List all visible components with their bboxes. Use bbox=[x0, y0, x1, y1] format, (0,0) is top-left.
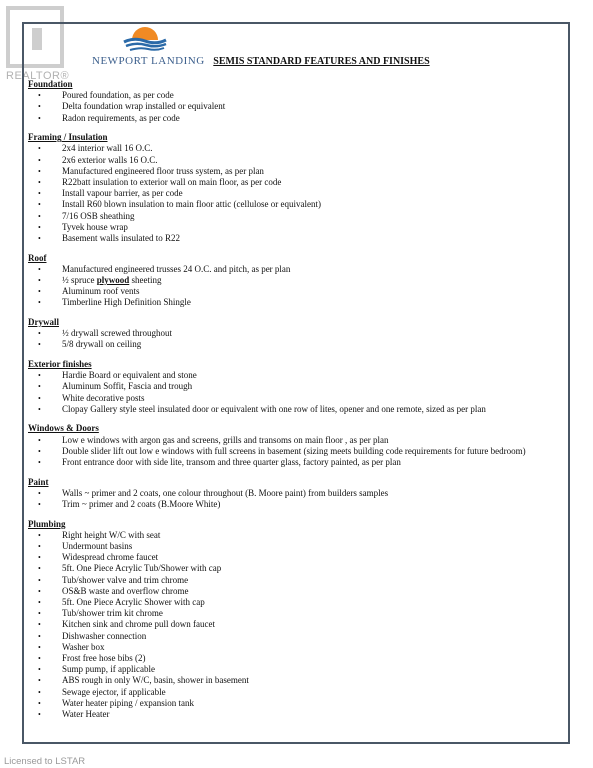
list-item: • Water heater piping / expansion tank bbox=[28, 698, 568, 709]
list-item: • 2x6 exterior walls 16 O.C. bbox=[28, 155, 568, 166]
section-items bbox=[28, 435, 568, 469]
section-title: Framing / Insulation bbox=[28, 132, 108, 143]
section-title: Drywall bbox=[28, 317, 59, 328]
section-title: Roof bbox=[28, 252, 47, 263]
section-title: Windows & Doors bbox=[28, 423, 99, 434]
list-item: • Water Heater bbox=[28, 709, 568, 720]
list-item: • Install vapour barrier, as per code bbox=[28, 188, 568, 199]
document-title: SEMIS STANDARD FEATURES AND FINISHES bbox=[213, 56, 430, 67]
list-item: • Radon requirements, as per code bbox=[28, 113, 568, 124]
list-item: • 5ft. One Piece Acrylic Shower with cap bbox=[28, 597, 568, 608]
list-item: • OS&B waste and overflow chrome bbox=[28, 586, 568, 597]
list-item: • 2x4 interior wall 16 O.C. bbox=[28, 143, 568, 154]
item-text: sheeting bbox=[129, 275, 162, 286]
section-items bbox=[28, 488, 568, 510]
section-title: Paint bbox=[28, 476, 49, 487]
section-title: Foundation bbox=[28, 79, 73, 89]
list-item: • Sump pump, if applicable bbox=[28, 664, 568, 675]
list-item: • Washer box bbox=[28, 642, 568, 653]
list-item: • White decorative posts bbox=[28, 393, 568, 404]
list-item: • Widespread chrome faucet bbox=[28, 552, 568, 563]
list-item: • Poured foundation, as per code bbox=[28, 90, 568, 101]
list-item: • Install R60 blown insulation to main floor attic (cellulose or equivalent) bbox=[28, 199, 568, 210]
section-framing-insulation bbox=[28, 132, 568, 244]
list-item: • Tyvek house wrap bbox=[28, 222, 568, 233]
section-title: Exterior finishes bbox=[28, 359, 92, 370]
section-plumbing bbox=[28, 519, 568, 721]
list-item: • Double slider lift out low e windows with full screens in basement (sizing meets building code requirements for future bedroom) bbox=[28, 446, 568, 457]
list-item: • 5/8 drywall on ceiling bbox=[28, 339, 568, 350]
section-items bbox=[28, 530, 568, 720]
list-item: • Frost free hose bibs (2) bbox=[28, 653, 568, 664]
list-item: • Hardie Board or equivalent and stone bbox=[28, 370, 568, 381]
list-item: • Basement walls insulated to R22 bbox=[28, 233, 568, 244]
item-keyword: plywood bbox=[96, 275, 130, 286]
list-item: • Aluminum roof vents bbox=[28, 286, 568, 297]
list-item: • Kitchen sink and chrome pull down faucet bbox=[28, 619, 568, 630]
section-items bbox=[28, 370, 568, 415]
section-title: Plumbing bbox=[28, 518, 66, 529]
list-item: • Undermount basins bbox=[28, 541, 568, 552]
list-item: • Walls ~ primer and 2 coats, one colour throughout (B. Moore paint) from builders samples bbox=[28, 488, 568, 499]
list-item: • ABS rough in only W/C, basin, shower in basement bbox=[28, 675, 568, 686]
section-foundation bbox=[28, 79, 568, 124]
section-items bbox=[28, 90, 568, 124]
section-roof bbox=[28, 253, 568, 309]
list-item: • Front entrance door with side lite, transom and three quarter glass, factory painted, as per plan bbox=[28, 457, 568, 468]
list-item: • Low e windows with argon gas and screens, grills and transoms on main floor , as per plan bbox=[28, 435, 568, 446]
list-item: • Tub/shower trim kit chrome bbox=[28, 608, 568, 619]
newport-landing-logo-icon bbox=[122, 24, 168, 52]
list-item: • Delta foundation wrap installed or equivalent bbox=[28, 101, 568, 112]
list-item: • Clopay Gallery style steel insulated door or equivalent with one row of lites, opener and one remote, sized as per plan bbox=[28, 404, 568, 415]
section-items bbox=[28, 264, 568, 309]
list-item: • R22batt insulation to exterior wall on main floor, as per code bbox=[28, 177, 568, 188]
list-item: • Manufactured engineered floor truss system, as per plan bbox=[28, 166, 568, 177]
section-items bbox=[28, 328, 568, 350]
features-list bbox=[28, 79, 568, 729]
item-text: ½ spruce bbox=[62, 275, 97, 286]
list-item: • 5ft. One Piece Acrylic Tub/Shower with cap bbox=[28, 563, 568, 574]
list-item: • Sewage ejector, if applicable bbox=[28, 687, 568, 698]
list-item: • Trim ~ primer and 2 coats (B.Moore White) bbox=[28, 499, 568, 510]
list-item: • Manufactured engineered trusses 24 O.C. and pitch, as per plan bbox=[28, 264, 568, 275]
section-exterior-finishes bbox=[28, 359, 568, 415]
license-footer: Licensed to LSTAR bbox=[4, 756, 86, 767]
list-item: • Tub/shower valve and trim chrome bbox=[28, 575, 568, 586]
list-item: • Aluminum Soffit, Fascia and trough bbox=[28, 381, 568, 392]
section-items bbox=[28, 143, 568, 244]
list-item: • Dishwasher connection bbox=[28, 631, 568, 642]
list-item bbox=[28, 275, 568, 286]
section-windows-doors bbox=[28, 423, 568, 468]
list-item: • ½ drywall screwed throughout bbox=[28, 328, 568, 339]
document-header bbox=[92, 55, 430, 67]
list-item: • Right height W/C with seat bbox=[28, 530, 568, 541]
list-item: • 7/16 OSB sheathing bbox=[28, 211, 568, 222]
section-drywall bbox=[28, 317, 568, 351]
brand-name: NEWPORT LANDING bbox=[92, 55, 205, 67]
realtor-watermark-text: REALTOR® bbox=[6, 70, 70, 82]
list-item: • Timberline High Definition Shingle bbox=[28, 297, 568, 308]
section-paint bbox=[28, 477, 568, 511]
